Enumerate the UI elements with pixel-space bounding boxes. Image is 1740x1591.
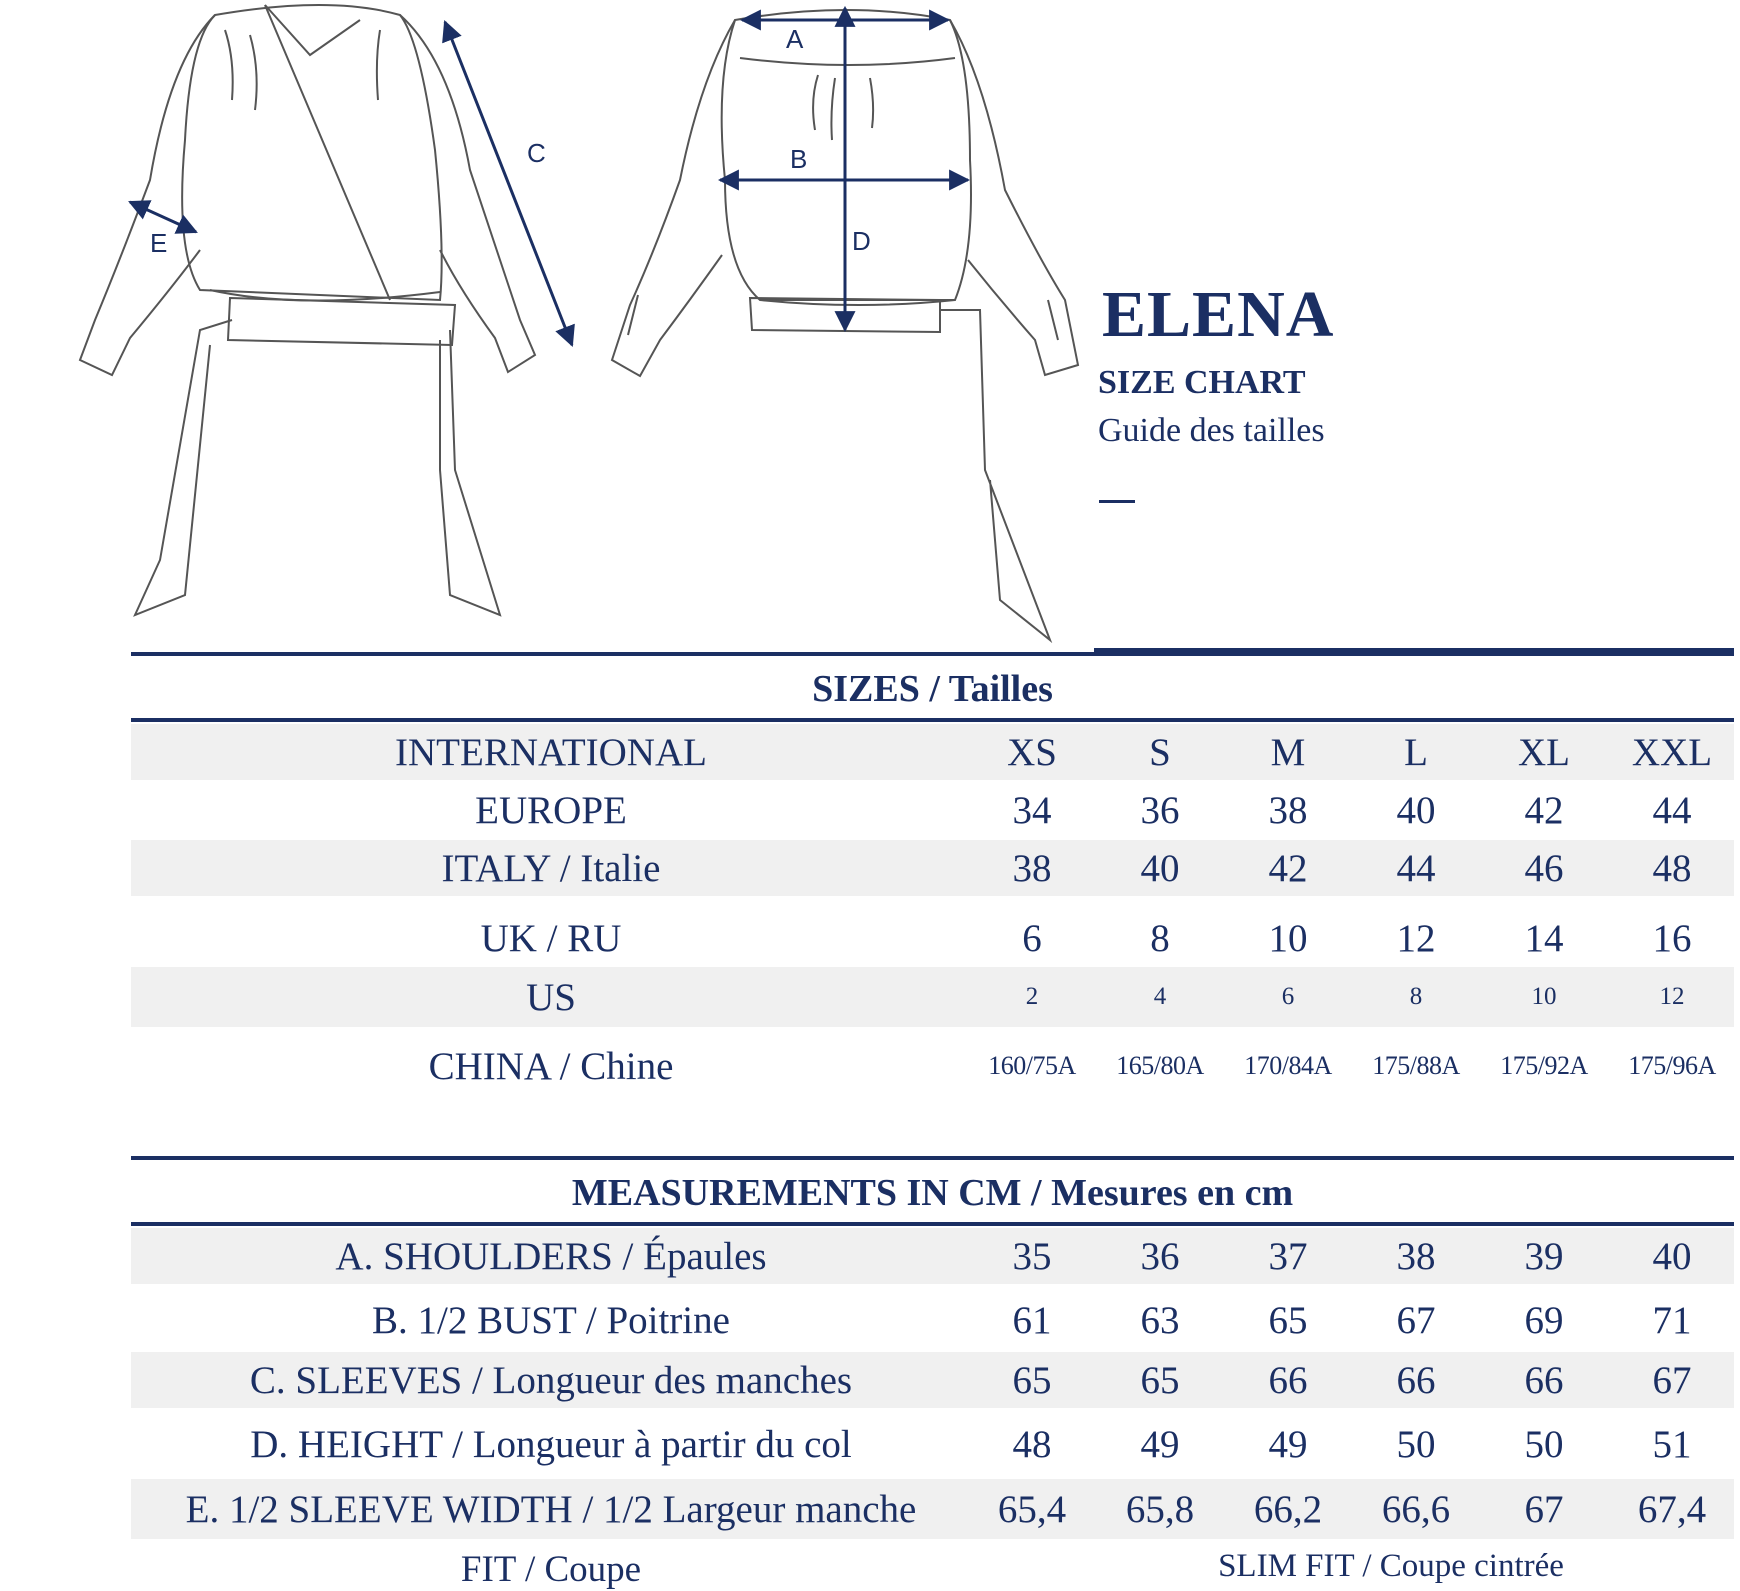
sizes-section-title: SIZES / Tailles: [812, 668, 1053, 710]
table-cell: XL: [1518, 730, 1570, 774]
table-cell: 49: [1268, 1422, 1308, 1466]
table-cell: 12: [1396, 916, 1436, 960]
table-row: [131, 1228, 1734, 1284]
table-cell: 175/92A: [1500, 1051, 1588, 1080]
garment-illustrations: [0, 0, 1740, 650]
table-cell: 39: [1524, 1234, 1564, 1278]
table-cell: 8: [1150, 916, 1170, 960]
table-cell: 65: [1012, 1358, 1052, 1402]
table-cell: XXL: [1631, 730, 1713, 774]
table-cell: 38: [1268, 788, 1308, 832]
divider-line: [131, 1156, 1734, 1160]
table-cell: 67: [1396, 1298, 1436, 1342]
table-cell: 46: [1524, 846, 1564, 890]
divider-line: [131, 718, 1734, 722]
table-cell: 38: [1396, 1234, 1436, 1278]
table-cell: 42: [1268, 846, 1308, 890]
table-cell: 69: [1524, 1298, 1564, 1342]
table-cell: 67: [1652, 1358, 1692, 1402]
row-label: E. 1/2 SLEEVE WIDTH / 1/2 Largeur manche: [185, 1487, 917, 1531]
row-label: CHINA / Chine: [428, 1044, 674, 1088]
row-label: B. 1/2 BUST / Poitrine: [372, 1298, 730, 1342]
table-row: [131, 1416, 1734, 1472]
fit-label: FIT / Coupe: [460, 1549, 642, 1590]
table-cell: 36: [1140, 1234, 1180, 1278]
row-label: C. SLEEVES / Longueur des manches: [249, 1358, 853, 1402]
table-cell: XS: [1007, 730, 1057, 774]
divider-line: [131, 652, 1734, 656]
table-cell: 2: [1025, 983, 1039, 1010]
measure-label-c: C: [527, 138, 546, 168]
table-cell: 40: [1396, 788, 1436, 832]
table-cell: 67: [1524, 1487, 1564, 1531]
table-cell: 50: [1524, 1422, 1564, 1466]
measure-label-a: A: [786, 24, 804, 54]
divider-line: [131, 1222, 1734, 1226]
table-row: [131, 1292, 1734, 1348]
table-row: [131, 1479, 1734, 1539]
table-cell: 50: [1396, 1422, 1436, 1466]
table-cell: 38: [1012, 846, 1052, 890]
row-label: INTERNATIONAL: [395, 730, 707, 774]
table-cell: 66: [1396, 1358, 1436, 1402]
size-chart-heading: SIZE CHART: [1098, 364, 1306, 401]
table-cell: 40: [1140, 846, 1180, 890]
table-row: [131, 782, 1734, 838]
table-cell: 44: [1396, 846, 1436, 890]
table-cell: 4: [1153, 983, 1167, 1010]
table-cell: 14: [1524, 916, 1564, 960]
decorative-dash: [1099, 500, 1135, 503]
table-cell: 175/88A: [1372, 1051, 1460, 1080]
back-view-measure-lines: [720, 8, 968, 330]
table-row: [131, 967, 1734, 1027]
table-cell: 8: [1409, 983, 1423, 1010]
measure-label-b: B: [790, 144, 808, 174]
table-row: [131, 910, 1734, 966]
table-cell: 67,4: [1637, 1487, 1707, 1531]
front-view-drawing: [80, 5, 535, 615]
table-cell: 65,4: [997, 1487, 1067, 1531]
fit-row: [131, 1548, 1734, 1588]
table-cell: 51: [1652, 1422, 1692, 1466]
table-cell: 61: [1012, 1298, 1052, 1342]
table-cell: 66,6: [1381, 1487, 1451, 1531]
table-cell: 65,8: [1125, 1487, 1195, 1531]
table-cell: 170/84A: [1244, 1051, 1332, 1080]
table-cell: 66: [1524, 1358, 1564, 1402]
row-label: UK / RU: [480, 916, 622, 960]
table-cell: 42: [1524, 788, 1564, 832]
table-cell: 65: [1140, 1358, 1180, 1402]
table-row: [131, 1352, 1734, 1408]
table-cell: S: [1149, 730, 1171, 774]
table-cell: 40: [1652, 1234, 1692, 1278]
size-chart-heading-fr: Guide des tailles: [1098, 412, 1325, 449]
table-cell: 37: [1268, 1234, 1308, 1278]
row-label: EUROPE: [475, 788, 627, 832]
table-row: [131, 840, 1734, 896]
table-cell: 6: [1022, 916, 1042, 960]
table-cell: 48: [1652, 846, 1692, 890]
table-cell: 12: [1659, 983, 1685, 1010]
row-label: ITALY / Italie: [441, 846, 661, 890]
row-label: US: [526, 975, 576, 1019]
table-cell: 16: [1652, 916, 1692, 960]
table-cell: M: [1270, 730, 1306, 774]
table-cell: 48: [1012, 1422, 1052, 1466]
table-cell: 6: [1281, 983, 1295, 1010]
product-title: ELENA: [1102, 278, 1335, 351]
table-cell: 65: [1268, 1298, 1308, 1342]
table-cell: 63: [1140, 1298, 1180, 1342]
table-cell: 71: [1652, 1298, 1692, 1342]
brand-block: [1098, 278, 1335, 449]
table-cell: 35: [1012, 1234, 1052, 1278]
table-cell: 36: [1140, 788, 1180, 832]
table-row: [131, 724, 1734, 780]
row-label: D. HEIGHT / Longueur à partir du col: [250, 1422, 852, 1466]
table-cell: L: [1404, 730, 1428, 774]
measure-label-e: E: [150, 228, 168, 258]
table-row: [131, 1038, 1734, 1094]
table-cell: 160/75A: [988, 1051, 1076, 1080]
table-cell: 49: [1140, 1422, 1180, 1466]
measurements-section-title: MEASUREMENTS IN CM / Mesures en cm: [571, 1172, 1294, 1214]
table-cell: 34: [1012, 788, 1052, 832]
table-cell: 44: [1652, 788, 1692, 832]
table-cell: 175/96A: [1628, 1051, 1716, 1080]
table-cell: 66,2: [1253, 1487, 1323, 1531]
row-label: A. SHOULDERS / Épaules: [335, 1234, 767, 1278]
table-cell: 66: [1268, 1358, 1308, 1402]
table-cell: 10: [1268, 916, 1308, 960]
table-cell: 165/80A: [1116, 1051, 1204, 1080]
fit-value: SLIM FIT / Coupe cintrée: [1218, 1548, 1564, 1584]
table-cell: 10: [1531, 983, 1557, 1010]
measure-label-d: D: [852, 226, 871, 256]
